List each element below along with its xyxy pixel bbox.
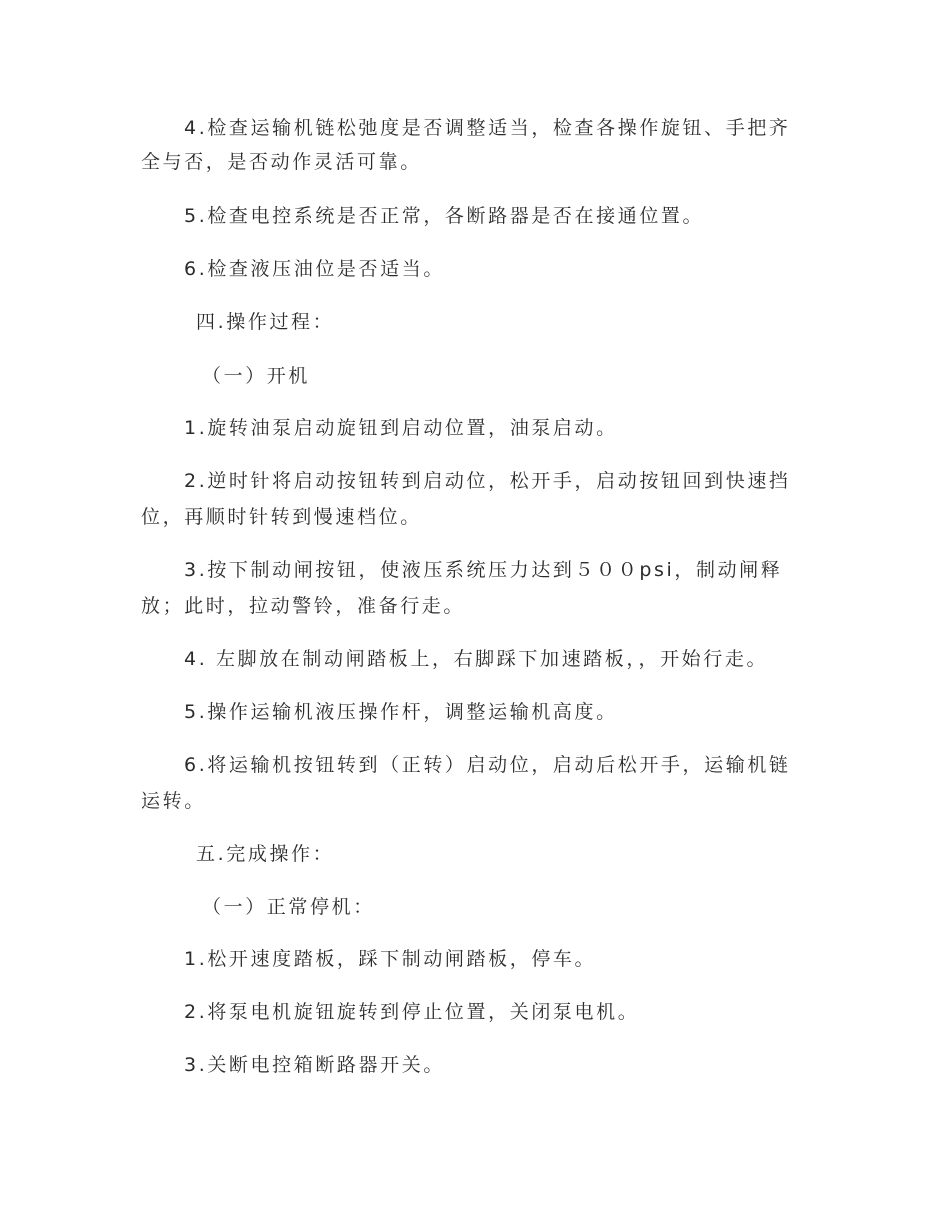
subsection-heading-startup: （一）开机 bbox=[202, 365, 311, 387]
stop-step-3: 3.关断电控箱断路器开关。 bbox=[184, 1054, 445, 1076]
step-6-line-2: 运转。 bbox=[141, 790, 206, 812]
stop-step-2: 2.将泵电机旋钮旋转到停止位置，关闭泵电机。 bbox=[184, 1001, 640, 1023]
section-heading-4: 四.操作过程： bbox=[196, 311, 335, 333]
step-2-line-1: 2.逆时针将启动按钮转到启动位，松开手，启动按钮回到快速挡 bbox=[184, 470, 791, 492]
section-heading-5: 五.完成操作： bbox=[196, 843, 335, 865]
step-3-line-1: 3.按下制动闸按钮，使液压系统压力达到５００psi，制动闸释 bbox=[184, 559, 783, 581]
step-1: 1.旋转油泵启动旋钮到启动位置，油泵启动。 bbox=[184, 417, 618, 439]
paragraph-4-line-1: 4.检查运输机链松弛度是否调整适当，检查各操作旋钮、手把齐 bbox=[184, 117, 791, 139]
paragraph-4-line-2: 全与否，是否动作灵活可靠。 bbox=[141, 151, 422, 173]
step-5: 5.操作运输机液压操作杆，调整运输机高度。 bbox=[184, 701, 618, 723]
subsection-heading-normal-stop: （一）正常停机： bbox=[202, 896, 375, 918]
stop-step-1: 1.松开速度踏板，踩下制动闸踏板，停车。 bbox=[184, 948, 597, 970]
step-6-line-1: 6.将运输机按钮转到（正转）启动位，启动后松开手，运输机链 bbox=[184, 754, 791, 776]
step-4: 4. 左脚放在制动闸踏板上，右脚踩下加速踏板，，开始行走。 bbox=[184, 648, 769, 670]
step-2-line-2: 位，再顺时针转到慢速档位。 bbox=[141, 506, 422, 528]
paragraph-6: 6.检查液压油位是否适当。 bbox=[184, 258, 445, 280]
step-3-line-2: 放；此时，拉动警铃，准备行走。 bbox=[141, 595, 466, 617]
paragraph-5: 5.检查电控系统是否正常，各断路器是否在接通位置。 bbox=[184, 205, 705, 227]
